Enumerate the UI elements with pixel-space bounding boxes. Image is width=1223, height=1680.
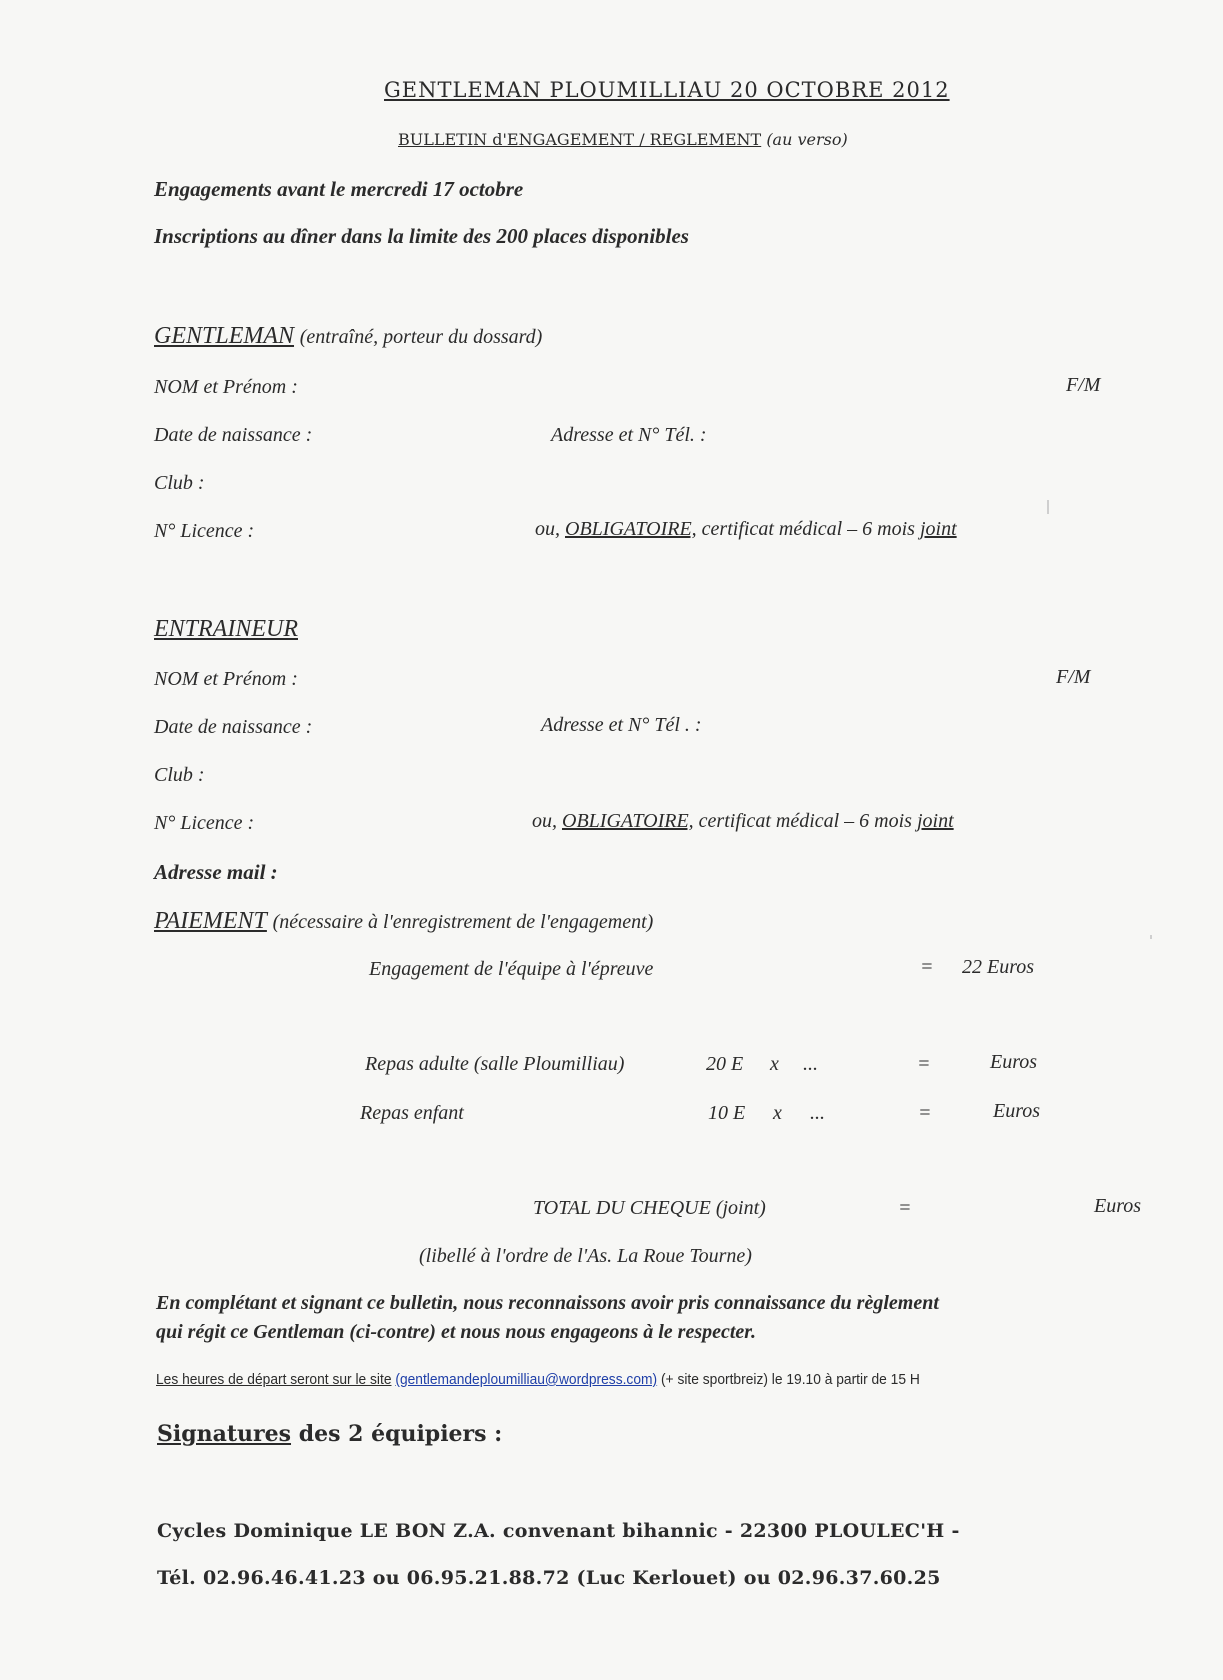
cheque-order-note: (libellé à l'ordre de l'As. La Roue Tourne) [419,1245,752,1267]
gentleman-club-label: Club : [154,472,205,494]
gentleman-section-heading [154,323,542,350]
gentleman-name-label: NOM et Prénom : [154,376,298,398]
scan-artifact [1150,935,1152,939]
entraineur-heading: ENTRAINEUR [154,616,298,642]
licence-alt-mid: certificat médical – 6 mois [698,810,912,832]
adult-meal-equals: = [917,1053,931,1075]
entraineur-section-heading [154,616,298,643]
page-subtitle [398,130,848,149]
child-meal-label: Repas enfant [360,1102,464,1124]
deadline-notice: Engagements avant le mercredi 17 octobre [154,177,524,201]
entraineur-sex-label: F/M [1056,666,1091,688]
departure-prefix: Les heures de départ seront sur le site [156,1371,392,1388]
entraineur-club-label: Club : [154,764,205,786]
team-entry-equals: = [920,956,934,978]
entraineur-birth-label: Date de naissance : [154,716,313,738]
footer-phones: Tél. 02.96.46.41.23 ou 06.95.21.88.72 (Luc Kerlouet) ou 02.96.37.60.25 [157,1567,941,1589]
signatures-heading [157,1421,502,1447]
email-label: Adresse mail : [154,860,278,884]
paiement-heading-note: (nécessaire à l'enregistrement de l'engagement) [272,911,654,933]
licence-alt-prefix: ou, [535,518,560,540]
scan-artifact [1047,500,1049,514]
departure-suffix: (+ site sportbreiz) le 19.10 à partir de 15 H [660,1371,920,1388]
gentleman-address-label: Adresse et N° Tél. : [551,424,707,446]
child-meal-equals: = [918,1102,932,1124]
gentleman-sex-label: F/M [1066,374,1101,396]
page-title: GENTLEMAN PLOUMILLIAU 20 OCTOBRE 2012 [384,78,950,102]
child-meal-quantity: ... [810,1102,825,1124]
child-meal-price: 10 E [708,1102,746,1124]
total-cheque-label: TOTAL DU CHEQUE (joint) [533,1197,766,1219]
signatures-rest: des 2 équipiers : [298,1421,503,1447]
child-meal-multiply: x [773,1102,782,1124]
licence-alt-end: joint [919,518,957,540]
gentleman-birth-label: Date de naissance : [154,424,313,446]
signatures-label: Signatures [157,1421,292,1447]
departure-info [156,1371,920,1388]
licence-alt-prefix: ou, [532,810,557,832]
adult-meal-price: 20 E [706,1053,744,1075]
subtitle-main: BULLETIN d'ENGAGEMENT / REGLEMENT [398,130,762,149]
entraineur-name-label: NOM et Prénom : [154,668,298,690]
team-entry-label: Engagement de l'équipe à l'épreuve [369,958,654,980]
licence-alt-mid: certificat médical – 6 mois [701,518,915,540]
agreement-line-2: qui régit ce Gentleman (ci-contre) et nous nous engageons à le respecter. [156,1321,756,1343]
entraineur-address-label: Adresse et N° Tél . : [541,714,702,736]
total-cheque-amount: Euros [1094,1195,1142,1217]
entraineur-licence-alternative [532,810,954,833]
adult-meal-quantity: ... [803,1053,818,1075]
licence-alt-end: joint [916,810,954,832]
entraineur-licence-label: N° Licence : [154,812,255,834]
agreement-line-1: En complétant et signant ce bulletin, nous reconnaissons avoir pris connaissance du règlement [156,1292,939,1314]
gentleman-licence-alternative [535,518,957,541]
footer-address: Cycles Dominique LE BON Z.A. convenant bihannic - 22300 PLOULEC'H - [157,1520,960,1542]
paiement-heading: PAIEMENT [154,908,267,934]
adult-meal-label: Repas adulte (salle Ploumilliau) [365,1053,625,1075]
child-meal-amount: Euros [993,1100,1041,1122]
gentleman-heading: GENTLEMAN [154,323,295,349]
adult-meal-multiply: x [770,1053,779,1075]
dinner-notice: Inscriptions au dîner dans la limite des 200 places disponibles [154,224,689,248]
subtitle-note: (au verso) [766,130,848,149]
paiement-section-heading [154,908,653,935]
team-entry-amount: 22 Euros [962,956,1035,978]
gentleman-licence-label: N° Licence : [154,520,255,542]
gentleman-heading-note: (entraîné, porteur du dossard) [299,326,543,348]
total-cheque-equals: = [898,1197,912,1219]
licence-alt-required: OBLIGATOIRE, [562,810,694,832]
licence-alt-required: OBLIGATOIRE, [565,518,697,540]
adult-meal-amount: Euros [990,1051,1038,1073]
site-link[interactable]: (gentlemandeploumilliau@wordpress.com) [395,1371,658,1388]
